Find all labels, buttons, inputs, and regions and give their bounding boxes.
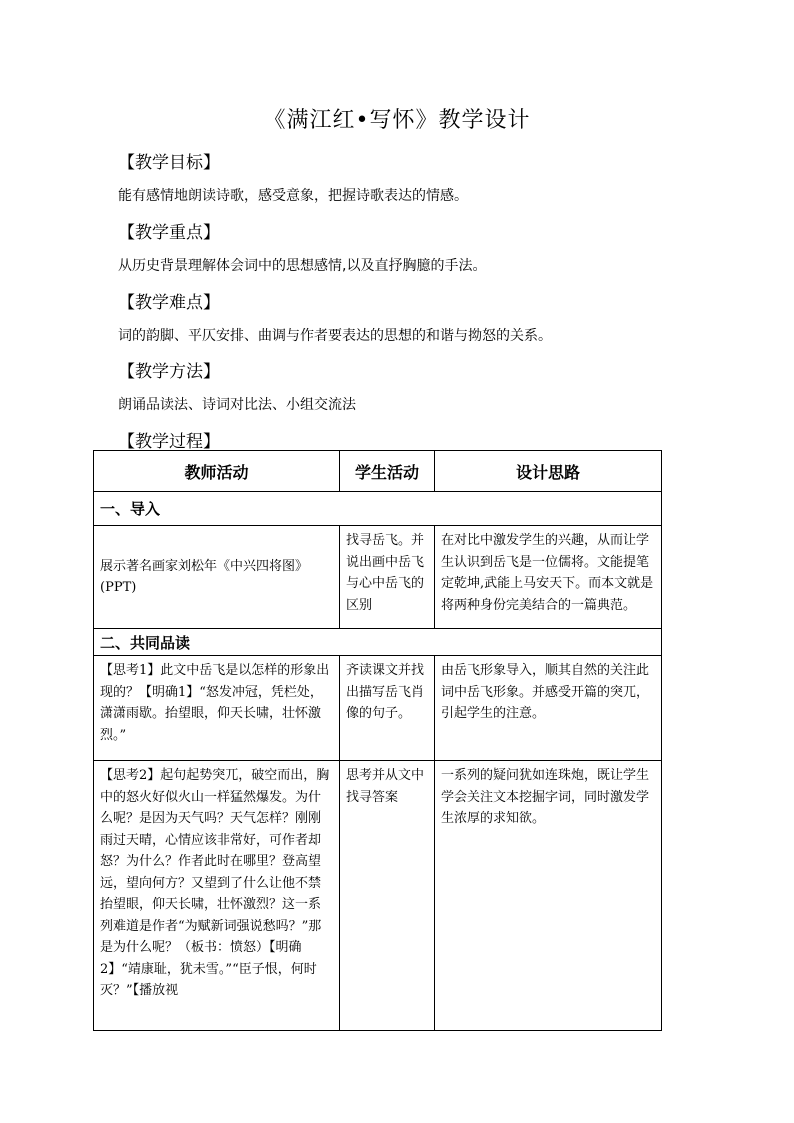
lesson-table xyxy=(93,450,662,1031)
heading-process: 【教学过程】 xyxy=(118,432,220,452)
table-row xyxy=(94,656,662,761)
document-title: 《满江红•写怀》教学设计 xyxy=(263,108,531,133)
text-methods: 朗诵品读法、诗词对比法、小组交流法 xyxy=(118,397,356,413)
text-objectives: 能有感情地朗读诗歌，感受意象，把握诗歌表达的情感。 xyxy=(118,188,468,204)
design-cell: 在对比中激发学生的兴趣，从而让学生认识到岳飞是一位儒将。文能提笔定乾坤,武能上马安天下。而本文就是将两种身份完美结合的一篇典范。 xyxy=(435,526,662,629)
heading-methods: 【教学方法】 xyxy=(118,362,220,382)
header-student: 学生活动 xyxy=(340,451,435,492)
heading-key-points: 【教学重点】 xyxy=(118,223,220,243)
teacher-cell: 【思考2】起句起势突兀，破空而出，胸中的怒火好似火山一样猛然爆发。为什么呢？是因为天气吗？天气怎样？刚刚雨过天晴，心情应该非常好，可作者却怒？为什么？作者此时在哪里？登高望远，望向何方？又望到了什么让他不禁抬望眼，仰天长啸，壮怀激烈？这一系列难道是作者“为赋新词强说愁吗？”那是为什么呢？（板书：愤怒）【明确2】“靖康耻，犹未雪。”“臣子恨，何时灭？”【播放视 xyxy=(94,761,340,1031)
student-cell: 齐读课文并找出描写岳飞肖像的句子。 xyxy=(340,656,435,761)
text-key-points: 从历史背景理解体会词中的思想感情,以及直抒胸臆的手法。 xyxy=(118,258,487,274)
design-cell: 由岳飞形象导入，顺其自然的关注此词中岳飞形象。并感受开篇的突兀，引起学生的注意。 xyxy=(435,656,662,761)
table-header-row xyxy=(94,451,662,492)
header-design: 设计思路 xyxy=(435,451,662,492)
header-teacher: 教师活动 xyxy=(94,451,340,492)
table-row xyxy=(94,526,662,629)
section-label: 一、导入 xyxy=(94,492,662,526)
teacher-cell: 【思考1】此文中岳飞是以怎样的形象出现的？【明确1】“怒发冲冠，凭栏处，潇潇雨歇。抬望眼，仰天长啸，壮怀激烈。” xyxy=(94,656,340,761)
section-row-reading xyxy=(94,629,662,656)
design-cell: 一系列的疑问犹如连珠炮，既让学生学会关注文本挖掘字词，同时激发学生浓厚的求知欲。 xyxy=(435,761,662,1031)
student-cell: 找寻岳飞。并说出画中岳飞与心中岳飞的区别 xyxy=(340,526,435,629)
student-cell: 思考并从文中找寻答案 xyxy=(340,761,435,1031)
heading-difficulties: 【教学难点】 xyxy=(118,293,220,313)
heading-objectives: 【教学目标】 xyxy=(118,153,220,173)
table-row xyxy=(94,761,662,1031)
section-row-intro xyxy=(94,492,662,526)
teacher-cell: 展示著名画家刘松年《中兴四将图》(PPT) xyxy=(94,526,340,629)
text-difficulties: 词的韵脚、平仄安排、曲调与作者要表达的思想的和谐与拗怒的关系。 xyxy=(118,328,552,344)
section-label: 二、共同品读 xyxy=(94,629,662,656)
